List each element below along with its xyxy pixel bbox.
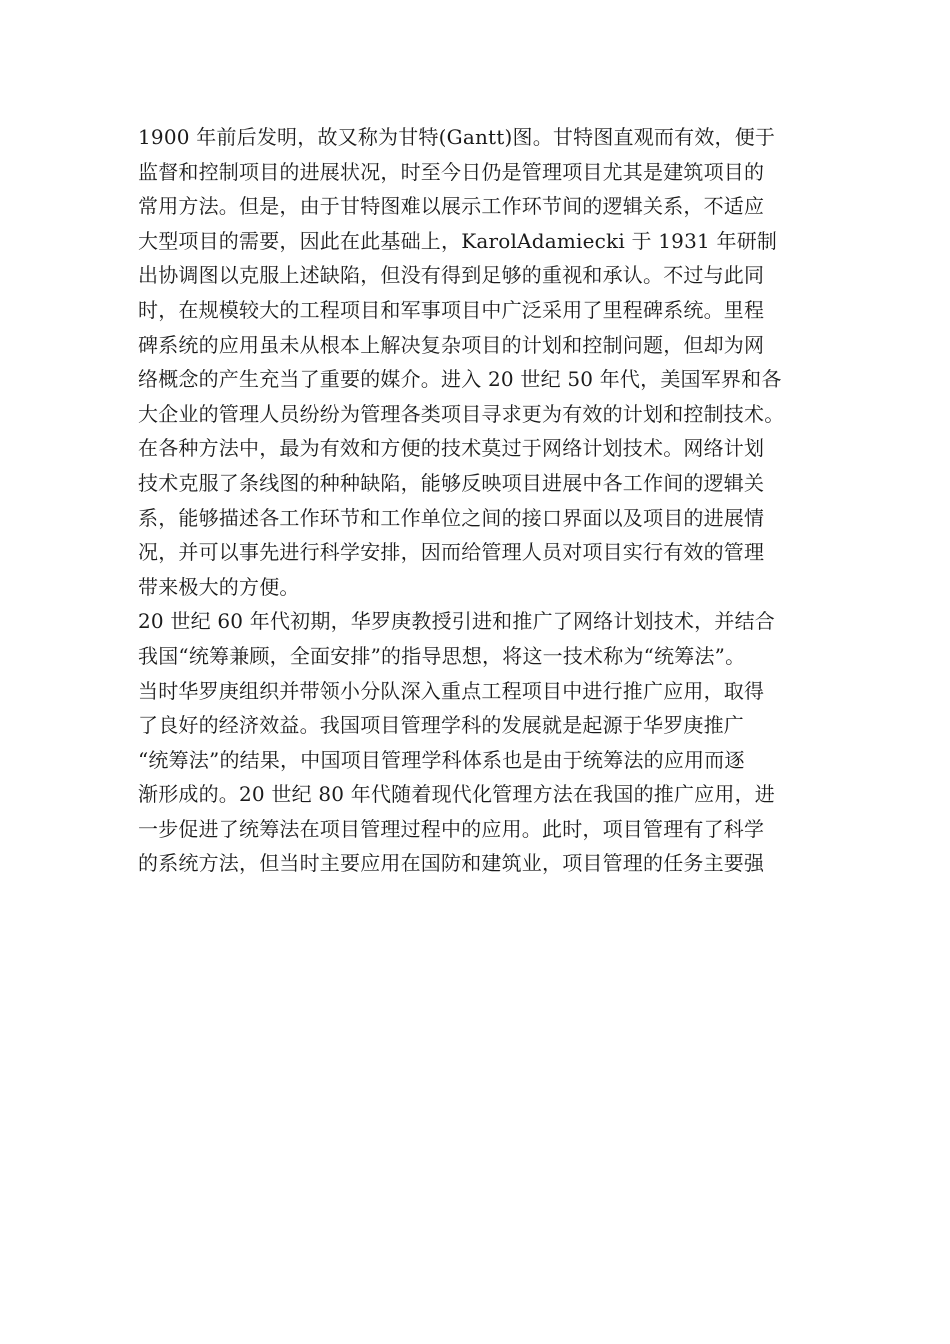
text-line: 渐形成的。20 世纪 80 年代随着现代化管理方法在我国的推广应用，进 [138,782,775,807]
text-line: 了良好的经济效益。我国项目管理学科的发展就是起源于华罗庚推广 [138,713,744,738]
text-line: 技术克服了条线图的种种缺陷，能够反映项目进展中各工作间的逻辑关 [138,470,765,495]
text-line: 当时华罗庚组织并带领小分队深入重点工程项目中进行推广应用，取得 [138,678,765,703]
text-line: 大型项目的需要，因此在此基础上，KarolAdamiecki 于 1931 年研制 [138,228,778,253]
text-line: 况，并可以事先进行科学安排，因而给管理人员对项目实行有效的管理 [138,540,765,565]
body-text [138,120,838,881]
text-line: 常用方法。但是，由于甘特图难以展示工作环节间的逻辑关系，不适应 [138,194,765,219]
text-line: 带来极大的方便。 [138,574,300,599]
text-line: “统筹法”的结果，中国项目管理学科体系也是由于统筹法的应用而逐 [138,747,745,772]
text-line: 一步促进了统筹法在项目管理过程中的应用。此时，项目管理有了科学 [138,816,765,841]
text-line: 监督和控制项目的进展状况，时至今日仍是管理项目尤其是建筑项目的 [138,159,765,184]
text-line: 大企业的管理人员纷纷为管理各类项目寻求更为有效的计划和控制技术。 [138,401,785,426]
text-line: 时，在规模较大的工程项目和军事项目中广泛采用了里程碑系统。里程 [138,297,765,322]
text-line: 出协调图以克服上述缺陷，但没有得到足够的重视和承认。不过与此同 [138,263,765,288]
text-line: 1900 年前后发明，故又称为甘特(Gantt)图。甘特图直观而有效，便于 [138,125,776,149]
text-line: 的系统方法，但当时主要应用在国防和建筑业，项目管理的任务主要强 [138,851,765,876]
text-line: 系，能够描述各工作环节和工作单位之间的接口界面以及项目的进展情 [138,505,765,530]
text-line: 络概念的产生充当了重要的媒介。进入 20 世纪 50 年代，美国军界和各 [138,367,782,392]
text-line: 20 世纪 60 年代初期，华罗庚教授引进和推广了网络计划技术，并结合 [138,609,775,634]
text-line: 碑系统的应用虽未从根本上解决复杂项目的计划和控制问题，但却为网 [138,332,765,357]
text-line: 我国“统筹兼顾，全面安排”的指导思想，将这一技术称为“统筹法”。 [138,643,746,668]
text-line: 在各种方法中，最为有效和方便的技术莫过于网络计划技术。网络计划 [138,436,765,461]
